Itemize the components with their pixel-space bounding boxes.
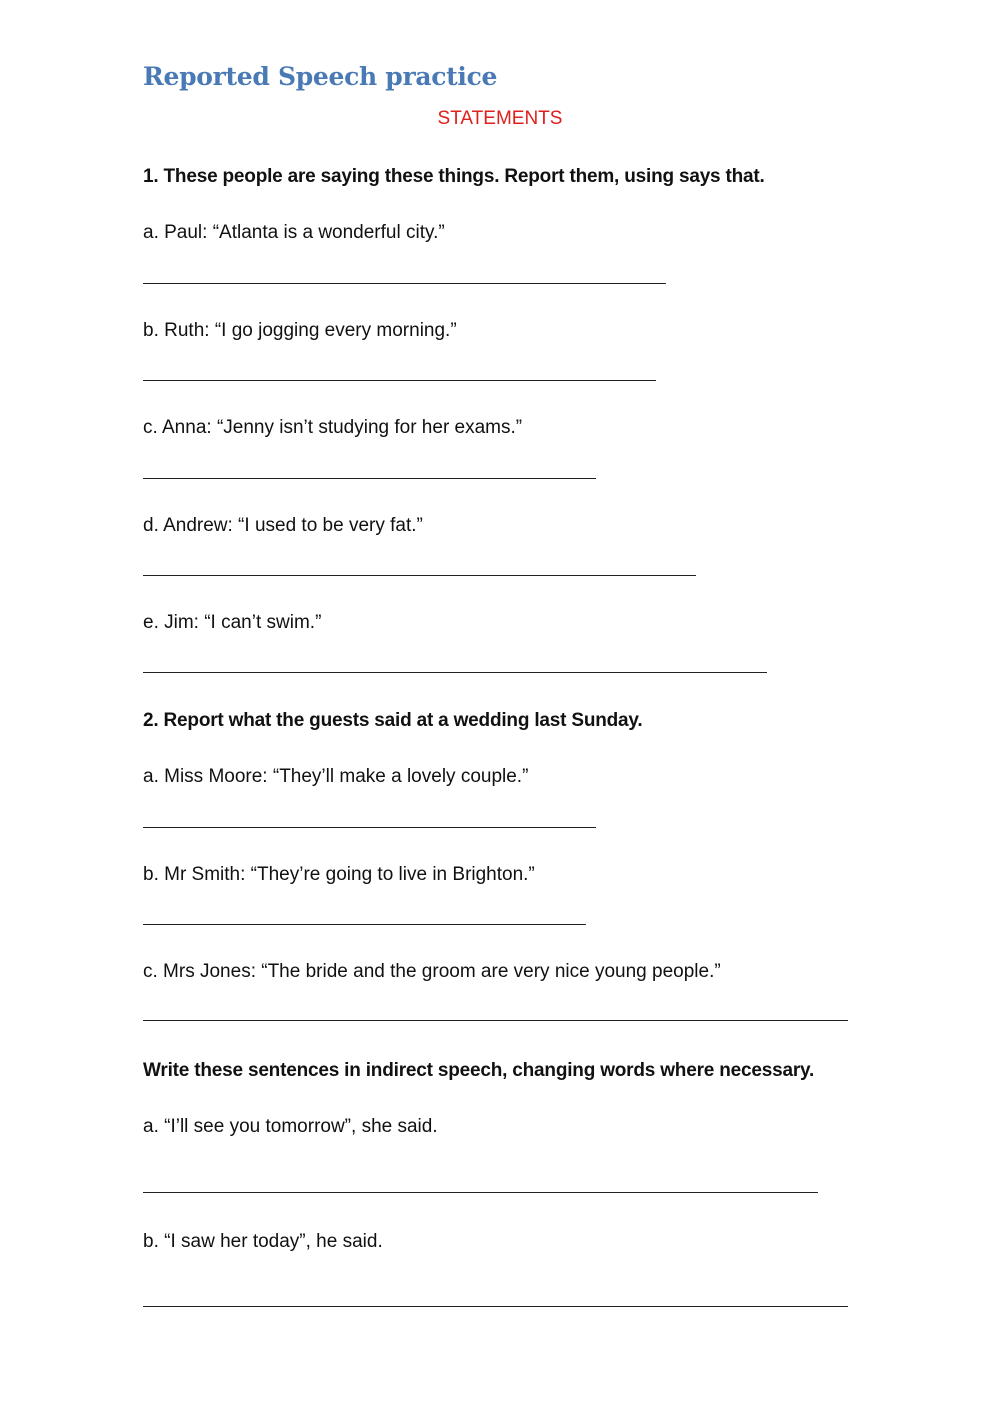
answer-line-3a[interactable]: [143, 1192, 818, 1193]
answer-line-2b[interactable]: [143, 924, 586, 925]
question-3-heading: Write these sentences in indirect speech, changing words where necessary.: [143, 1060, 815, 1081]
answer-line-2c[interactable]: [143, 1020, 848, 1021]
answer-line-1d[interactable]: [143, 575, 696, 576]
answer-line-1a[interactable]: [143, 283, 666, 284]
question-1-heading: 1. These people are saying these things. Report them, using says that.: [143, 166, 765, 187]
prompt-2c: c. Mrs Jones: “The bride and the groom are very nice young people.”: [143, 961, 721, 982]
page-title: Reported Speech practice: [143, 62, 498, 91]
prompt-2a: a. Miss Moore: “They’ll make a lovely couple.”: [143, 766, 529, 787]
prompt-2b: b. Mr Smith: “They’re going to live in Brighton.”: [143, 864, 535, 885]
answer-line-1b[interactable]: [143, 380, 656, 381]
question-2-heading: 2. Report what the guests said at a wedding last Sunday.: [143, 710, 643, 731]
prompt-1b: b. Ruth: “I go jogging every morning.”: [143, 320, 457, 341]
answer-line-1c[interactable]: [143, 478, 596, 479]
answer-line-3b[interactable]: [143, 1306, 848, 1307]
answer-line-1e[interactable]: [143, 672, 767, 673]
prompt-3a: a. “I’ll see you tomorrow”, she said.: [143, 1116, 438, 1137]
section-subtitle: STATEMENTS: [437, 108, 563, 129]
prompt-1a: a. Paul: “Atlanta is a wonderful city.”: [143, 222, 445, 243]
answer-line-2a[interactable]: [143, 827, 596, 828]
prompt-3b: b. “I saw her today”, he said.: [143, 1231, 383, 1252]
prompt-1e: e. Jim: “I can’t swim.”: [143, 612, 322, 633]
prompt-1d: d. Andrew: “I used to be very fat.”: [143, 515, 423, 536]
prompt-1c: c. Anna: “Jenny isn’t studying for her exams.”: [143, 417, 523, 438]
